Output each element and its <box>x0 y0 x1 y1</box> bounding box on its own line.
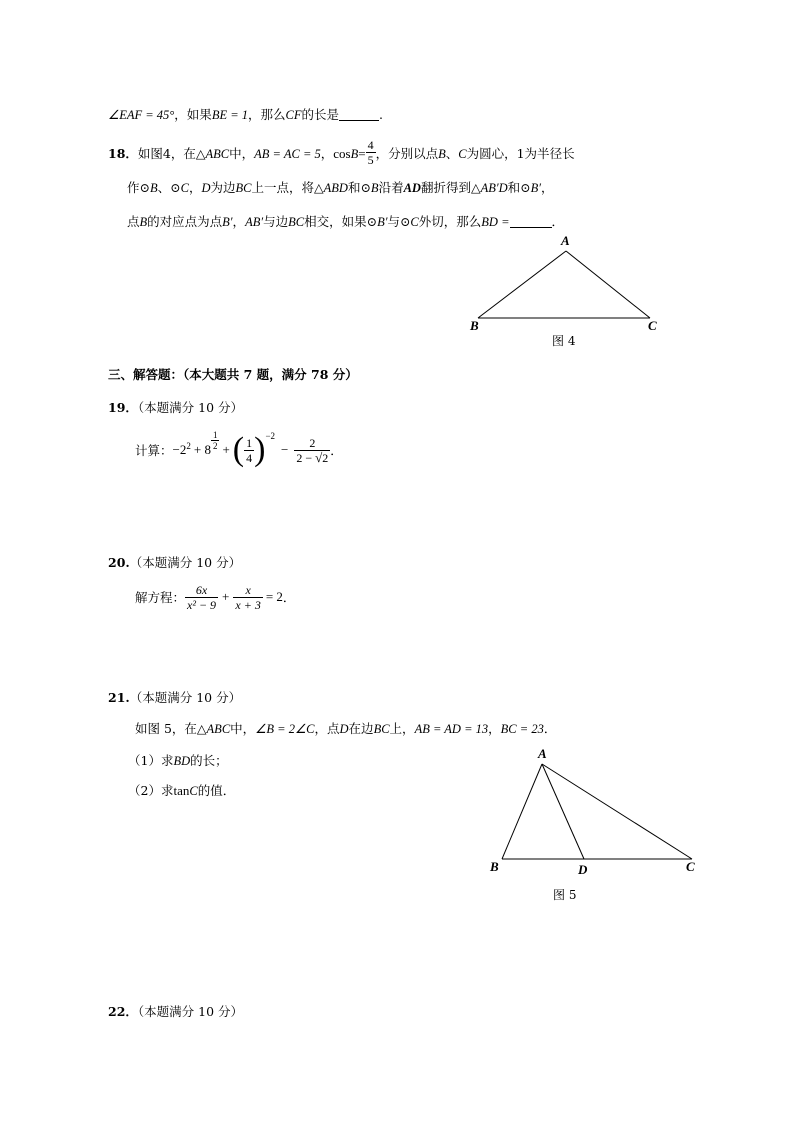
text-fragment: ， <box>320 146 334 161</box>
text-fragment: ， <box>188 180 202 195</box>
fraction-numerator: 6x <box>185 583 218 598</box>
var-c: C <box>180 181 189 195</box>
text-fragment: 翻折得到△ <box>420 180 481 195</box>
fraction-1-4 <box>244 436 254 465</box>
vertex-label-b: B <box>470 318 479 333</box>
vertex-label-a: A <box>538 746 547 761</box>
text-fragment: 上一点，将△ <box>251 180 324 195</box>
text-fragment: ，如果 <box>174 107 212 122</box>
prompt-label: 计算： <box>135 443 173 458</box>
var-ad: AD <box>403 181 421 195</box>
var-bc: BC <box>235 181 252 195</box>
var-b: B <box>149 181 158 195</box>
fraction-numerator: x <box>233 583 262 598</box>
period: ． <box>543 721 557 736</box>
q21-part-2 <box>128 781 235 799</box>
question-number: 21. <box>108 690 130 705</box>
radicand: 2 <box>322 450 329 465</box>
text-fragment: 相交，如果⊙ <box>304 214 378 229</box>
text-fragment: 与边 <box>263 214 289 229</box>
score-note: （本题满分 10 分） <box>129 690 242 705</box>
text-fragment: 的长是 <box>301 107 340 122</box>
var-c: C <box>189 784 198 798</box>
var-b: B <box>370 181 379 195</box>
side-ac <box>542 764 692 859</box>
cos-label: cos <box>333 146 351 161</box>
left-paren: ( <box>232 431 245 468</box>
period: ． <box>551 214 565 229</box>
exponent: −2 <box>265 431 276 441</box>
var-c: C <box>410 215 419 229</box>
text-fragment: 点 <box>127 214 140 229</box>
bc-length: BC = 23 <box>500 722 544 736</box>
plus-sign: + <box>222 442 230 457</box>
side-ac <box>566 251 650 318</box>
segment-ad <box>542 764 584 859</box>
point-label-d: D <box>578 862 588 877</box>
tan-label: tan <box>173 783 190 798</box>
text-fragment: 、⊙ <box>157 180 181 195</box>
cf-label: CF <box>285 108 302 122</box>
text-fragment: 和⊙ <box>347 180 371 195</box>
fraction-numerator: 1 <box>212 429 218 440</box>
term: + 8 <box>193 442 211 457</box>
q21-part-1 <box>128 751 228 769</box>
text-fragment: 如图4，在△ <box>137 146 206 161</box>
text-fragment: ，那么 <box>248 107 286 122</box>
q18-line-2 <box>127 178 554 196</box>
var-b: B <box>139 215 148 229</box>
period: ． <box>282 590 296 605</box>
section-3-heading <box>108 365 358 383</box>
rhs: = 2 <box>265 589 283 604</box>
text-fragment: （2）求 <box>128 783 174 798</box>
vertex-label-a: A <box>561 233 570 248</box>
q21-header <box>108 688 241 706</box>
fraction-denominator: 2 <box>212 440 218 451</box>
text-fragment: 中， <box>229 146 255 161</box>
q21-stem <box>135 719 556 737</box>
text-fragment: 中， <box>230 721 256 736</box>
answer-blank <box>339 108 379 121</box>
text-fragment: 的长； <box>190 753 228 768</box>
fraction-4-5 <box>366 138 376 167</box>
angle-expression: ∠EAF = 45° <box>108 108 175 122</box>
section-detail: （本大题共 7 题，满分 78 分） <box>183 367 358 382</box>
period: ． <box>330 443 343 458</box>
var-c: C <box>458 147 467 161</box>
plus-sign: + <box>222 589 230 604</box>
score-note: （本题满分 10 分） <box>137 1004 244 1019</box>
text-fragment: 作⊙ <box>127 180 150 195</box>
vertex-label-b: B <box>490 859 499 874</box>
side-ab <box>478 251 566 318</box>
text-fragment: ，点 <box>314 721 340 736</box>
var-bc: BC <box>373 722 390 736</box>
fraction-denominator <box>294 451 330 465</box>
fraction-x <box>233 583 262 612</box>
text-fragment: 为圆心，1为半径长 <box>466 146 575 161</box>
text-fragment: 为边 <box>210 180 236 195</box>
q18-line-3 <box>127 212 564 230</box>
var-bprime: B′ <box>377 215 388 229</box>
equals-sign: = <box>358 146 366 161</box>
var-bprime: B′ <box>222 215 233 229</box>
var-bc: BC <box>288 215 305 229</box>
var-abd: ABD <box>323 181 348 195</box>
equality-expression: AB = AC = 5 <box>254 147 321 161</box>
exponent: 2 <box>186 441 191 451</box>
text-fragment: 上， <box>389 721 415 736</box>
text-fragment: ， <box>232 214 246 229</box>
fraction-numerator: 2 <box>294 436 330 451</box>
fraction-denominator: x + 3 <box>235 597 261 612</box>
question-number: 22． <box>108 1004 138 1019</box>
right-paren: ) <box>254 431 266 468</box>
side-ab <box>502 764 542 859</box>
var-abprime: AB′ <box>245 215 264 229</box>
text-fragment: （1）求 <box>128 753 174 768</box>
q22-header <box>108 1002 243 1020</box>
var-bd: BD = <box>481 215 510 229</box>
var-bprime: B′ <box>530 181 541 195</box>
section-label: 三、解答题： <box>108 367 184 382</box>
var-d: D <box>201 181 211 195</box>
fraction-denominator: 5 <box>367 153 374 167</box>
var-b: B <box>438 147 446 161</box>
figure-5-triangle <box>480 740 710 880</box>
vertex-label-c: C <box>686 859 695 874</box>
figure-4-caption: 图 4 <box>552 334 576 348</box>
question-number: 20. <box>108 555 130 570</box>
question-number: 18． <box>108 146 138 161</box>
fraction-numerator: 4 <box>367 138 374 152</box>
score-note: （本题满分 10 分） <box>129 555 242 570</box>
sqrt-icon: √ <box>315 449 323 465</box>
q20-equation <box>135 578 295 616</box>
exponent-fraction <box>211 430 220 451</box>
text-fragment: 在边 <box>348 721 374 736</box>
text-fragment: ，分别以点 <box>375 146 439 161</box>
fraction-denominator: 4 <box>246 450 253 465</box>
triangle-label: ABC <box>206 722 231 736</box>
period: . <box>379 107 384 122</box>
answer-blank <box>510 215 552 228</box>
minus-sign: − <box>281 442 289 457</box>
q17-tail-line <box>108 105 383 123</box>
text-fragment: ， <box>488 721 501 736</box>
q18-line-1 <box>108 140 575 169</box>
figure-5-caption: 图 5 <box>553 888 577 902</box>
fraction-6x <box>185 583 218 612</box>
text-fragment: ， <box>540 180 554 195</box>
var-b: B <box>350 147 359 161</box>
text-fragment: 与⊙ <box>387 214 411 229</box>
question-number: 19． <box>108 400 138 415</box>
triangle-label: ABC <box>205 147 230 161</box>
var-abpd: AB′D <box>480 181 508 195</box>
denominator-term: 2 − <box>296 450 313 465</box>
text-fragment: 沿着 <box>378 180 404 195</box>
score-note: （本题满分 10 分） <box>137 400 244 415</box>
q19-header <box>108 398 243 416</box>
q20-header <box>108 553 241 571</box>
prompt-label: 解方程： <box>135 590 186 605</box>
be-expression: BE = 1 <box>211 108 249 122</box>
angle-expression: ∠B = 2∠C <box>255 722 315 736</box>
text-fragment: 如图 5，在△ <box>135 721 207 736</box>
text-fragment: 、 <box>445 146 459 161</box>
text-fragment: 和⊙ <box>507 180 531 195</box>
fraction-2-over-2-minus-root2 <box>294 436 330 465</box>
equality-expression: AB = AD = 13 <box>414 722 489 736</box>
text-fragment: 外切，那么 <box>418 214 482 229</box>
q19-expression <box>135 428 343 472</box>
fraction-numerator: 1 <box>246 435 253 450</box>
text-fragment: 的对应点为点 <box>147 214 223 229</box>
var-bd: BD <box>173 754 191 768</box>
var-d: D <box>339 722 349 736</box>
term: −2 <box>172 442 187 457</box>
fraction-denominator: x² − 9 <box>187 597 217 612</box>
text-fragment: 的值． <box>197 783 236 798</box>
vertex-label-c: C <box>648 318 657 333</box>
